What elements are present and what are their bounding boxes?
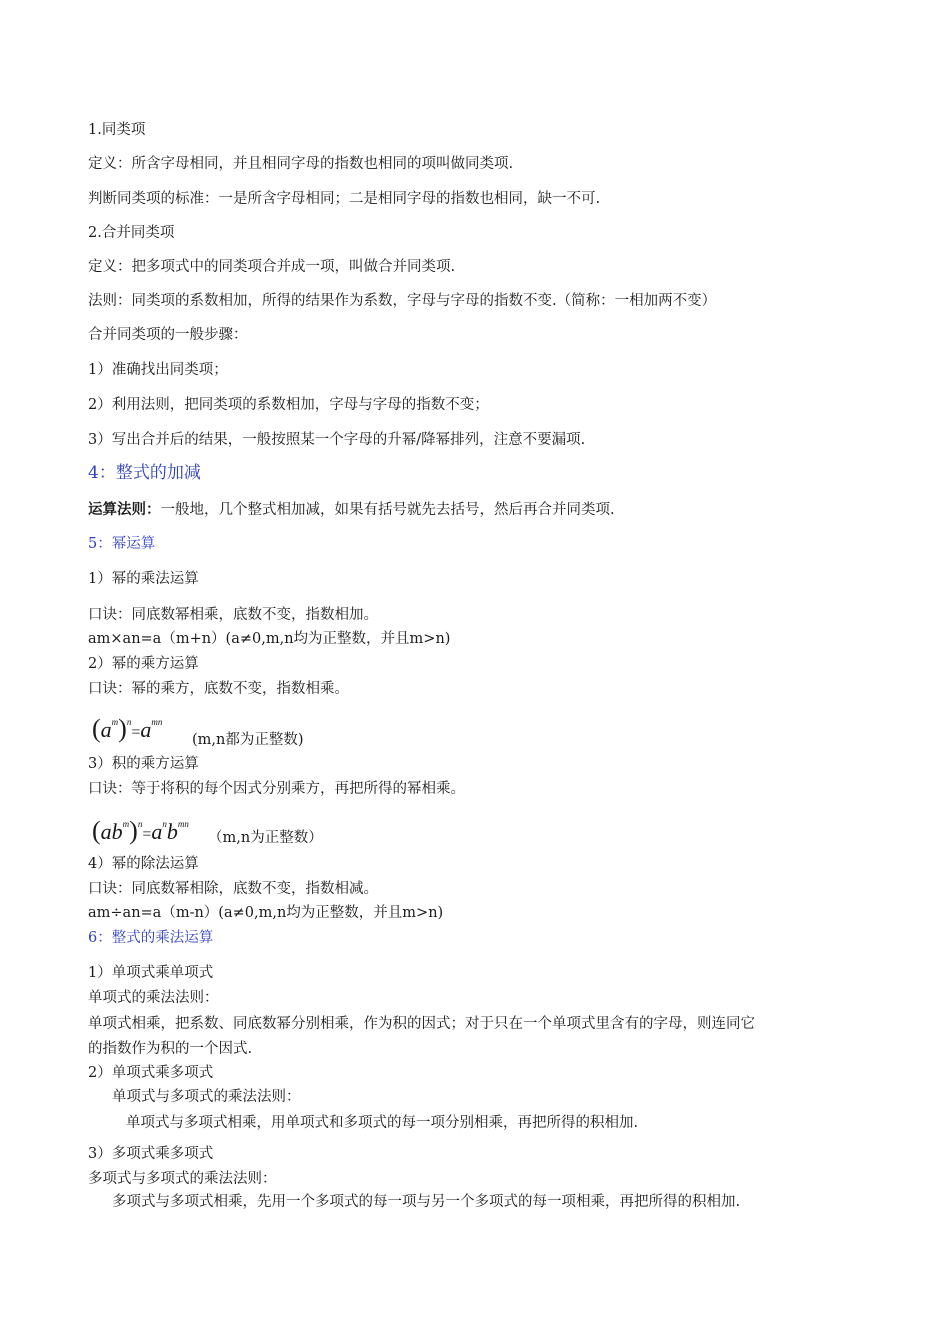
- sec5-p1-rhyme: 口诀：同底数幂相乘，底数不变，指数相加。: [88, 607, 378, 623]
- sec2-step-3: 3）写出合并后的结果，一般按照某一个字母的升幂/降幂排列，注意不要漏项.: [88, 432, 586, 448]
- sec5-p4-formula: am÷an=a（m-n）(a≠0,m,n均为正整数，并且m>n): [88, 905, 444, 921]
- sec6-p3-title: 3）多项式乘多项式: [88, 1146, 214, 1162]
- sec2-step-1: 1）准确找出同类项；: [88, 362, 228, 378]
- power-of-power-formula: $(a^m)^n=a^{mn}$: [92, 714, 163, 743]
- sec4-rule-label: 运算法则：: [88, 501, 161, 518]
- sec5-p3-rhyme: 口诀：等于将积的每个因式分别乘方，再把所得的幂相乘。: [88, 781, 465, 797]
- sec6-p1-text-2: 的指数作为积的一个因式.: [88, 1041, 253, 1057]
- sec4-rule: [88, 501, 615, 519]
- sec6-p2-text: 单项式与多项式相乘，用单项式和多项式的每一项分别相乘，再把所得的积相加.: [126, 1115, 639, 1131]
- sec1-criterion: 判断同类项的标准：一是所含字母相同；二是相同字母的指数也相同，缺一不可.: [88, 191, 601, 207]
- sec5-p4-rhyme: 口诀：同底数幂相除，底数不变，指数相减。: [88, 881, 378, 897]
- sec6-p1-sub: 单项式的乘法法则：: [88, 990, 219, 1006]
- sec6-p1-title: 1）单项式乘单项式: [88, 965, 214, 981]
- power-of-power-note: (m,n都为正整数): [192, 732, 304, 748]
- sec6-p3-text: 多项式与多项式相乘，先用一个多项式的每一项与另一个多项式的每一项相乘，再把所得的积相加.: [112, 1194, 741, 1210]
- sec5-p1-formula: am×an=a（m+n）(a≠0,m,n均为正整数，并且m>n): [88, 631, 451, 647]
- sec5-p2-title: 2）幂的乘方运算: [88, 656, 199, 672]
- sec1-definition: 定义：所含字母相同，并且相同字母的指数也相同的项叫做同类项.: [88, 156, 514, 172]
- sec4-rule-text: 一般地，几个整式相加减，如果有括号就先去括号，然后再合并同类项.: [160, 502, 615, 518]
- sec2-heading: 2.合并同类项: [88, 225, 175, 241]
- power-of-product-note: （m,n为正整数）: [208, 830, 323, 846]
- sec6-p1-text-1: 单项式相乘，把系数、同底数幂分别相乘，作为积的因式；对于只在一个单项式里含有的字母，则连同它: [88, 1016, 755, 1032]
- sec6-p2-title: 2）单项式乘多项式: [88, 1065, 214, 1081]
- sec5-heading: 5：幂运算: [88, 536, 156, 552]
- sec5-p4-title: 4）幂的除法运算: [88, 856, 199, 872]
- sec2-definition: 定义：把多项式中的同类项合并成一项，叫做合并同类项.: [88, 259, 456, 275]
- sec5-p2-rhyme: 口诀：幂的乘方，底数不变，指数相乘。: [88, 681, 349, 697]
- sec5-p3-title: 3）积的乘方运算: [88, 756, 199, 772]
- sec6-p2-sub: 单项式与多项式的乘法法则：: [112, 1089, 301, 1105]
- sec2-steps-title: 合并同类项的一般步骤：: [88, 327, 248, 343]
- power-of-product-formula: $(ab^m)^n=a^nb^{mn}$: [92, 816, 189, 845]
- sec2-step-2: 2）利用法则，把同类项的系数相加，字母与字母的指数不变；: [88, 397, 489, 413]
- sec5-p1-title: 1）幂的乘法运算: [88, 571, 199, 587]
- sec6-p3-sub: 多项式与多项式的乘法法则：: [88, 1171, 277, 1187]
- sec1-heading: 1.同类项: [88, 122, 146, 138]
- sec6-heading: 6：整式的乘法运算: [88, 930, 214, 946]
- sec4-heading: 4：整式的加减: [88, 463, 201, 483]
- sec2-rule: 法则：同类项的系数相加，所得的结果作为系数，字母与字母的指数不变.（简称：一相加两不变）: [88, 293, 717, 309]
